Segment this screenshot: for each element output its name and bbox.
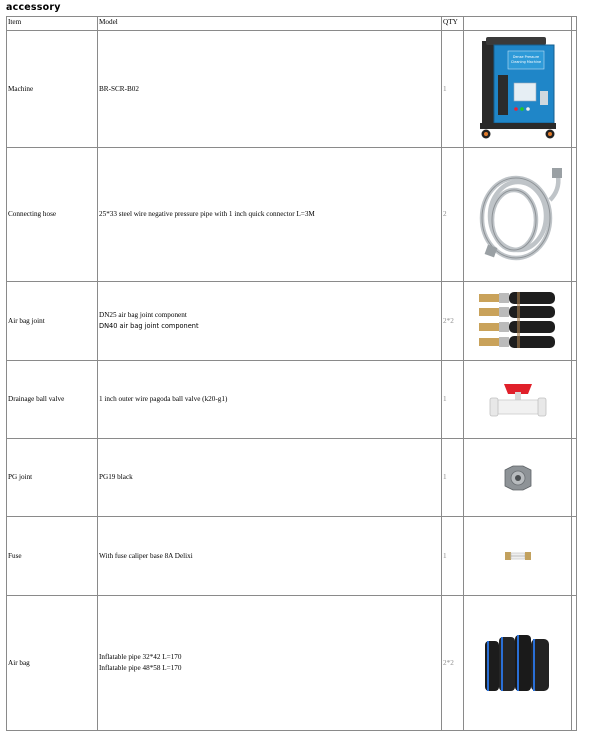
qty-cell: 2 <box>442 148 464 282</box>
machine-label-line: Cleaning Machine <box>510 60 541 64</box>
item-cell: Air bag <box>7 596 98 731</box>
image-cell <box>464 439 572 517</box>
item-cell: PG joint <box>7 439 98 517</box>
header-qty: QTY <box>442 17 464 31</box>
header-item: Item <box>7 17 98 31</box>
model-line: DN25 air bag joint component <box>99 311 187 319</box>
item-cell: Air bag joint <box>7 282 98 361</box>
model-cell <box>98 596 442 731</box>
airbag-joints-photo <box>473 288 563 354</box>
model-line: Inflatable pipe 32*42 L=170 <box>99 653 182 661</box>
model-cell <box>98 31 442 148</box>
model-cell <box>98 148 442 282</box>
model-line: 1 inch outer wire pagoda ball valve (k20-g1) <box>99 395 228 403</box>
extra-cell <box>572 596 577 731</box>
image-cell <box>464 517 572 596</box>
qty-cell: 2*2 <box>442 282 464 361</box>
extra-cell <box>572 517 577 596</box>
table-row <box>7 282 577 361</box>
table-header-row <box>7 17 577 31</box>
extra-cell <box>572 282 577 361</box>
extra-cell <box>572 31 577 148</box>
model-cell <box>98 282 442 361</box>
model-line: DN40 air bag joint component <box>99 322 199 330</box>
model-line: BR-SCR-B02 <box>99 84 139 93</box>
image-cell <box>464 31 572 148</box>
image-cell <box>464 282 572 361</box>
item-cell: Machine <box>7 31 98 148</box>
table-row <box>7 148 577 282</box>
ball-valve-photo <box>488 378 548 422</box>
cleaning-machine-photo <box>476 35 560 143</box>
page-heading: accessory <box>6 2 61 13</box>
qty-cell: 1 <box>442 361 464 439</box>
qty-cell: 1 <box>442 517 464 596</box>
image-cell <box>464 148 572 282</box>
header-extra <box>572 17 577 31</box>
image-cell <box>464 596 572 731</box>
model-line: 25*33 steel wire negative pressure pipe with 1 inch quick connector L=3M <box>99 210 315 218</box>
table-row <box>7 439 577 517</box>
pg-joint-photo <box>501 464 535 492</box>
inflatable-pipes-photo <box>483 631 553 695</box>
item-cell: Drainage ball valve <box>7 361 98 439</box>
model-cell <box>98 439 442 517</box>
table-row <box>7 31 577 148</box>
extra-cell <box>572 148 577 282</box>
extra-cell <box>572 361 577 439</box>
accessory-table <box>6 16 577 731</box>
model-line: PG19 black <box>99 473 133 481</box>
model-line: With fuse caliper base 8A Delixi <box>99 551 193 560</box>
model-line: Inflatable pipe 48*58 L=170 <box>99 664 182 672</box>
fuse-photo <box>505 550 531 562</box>
table-row <box>7 517 577 596</box>
table-row <box>7 361 577 439</box>
item-cell: Fuse <box>7 517 98 596</box>
image-cell <box>464 361 572 439</box>
extra-cell <box>572 439 577 517</box>
item-cell: Connecting hose <box>7 148 98 282</box>
header-image <box>464 17 572 31</box>
machine-label-line: Dense Pressure <box>512 55 539 59</box>
table-row <box>7 596 577 731</box>
coiled-hose-photo <box>472 160 564 270</box>
header-model: Model <box>98 17 442 31</box>
qty-cell: 1 <box>442 439 464 517</box>
qty-cell: 1 <box>442 31 464 148</box>
model-cell <box>98 361 442 439</box>
qty-cell: 2*2 <box>442 596 464 731</box>
model-cell <box>98 517 442 596</box>
